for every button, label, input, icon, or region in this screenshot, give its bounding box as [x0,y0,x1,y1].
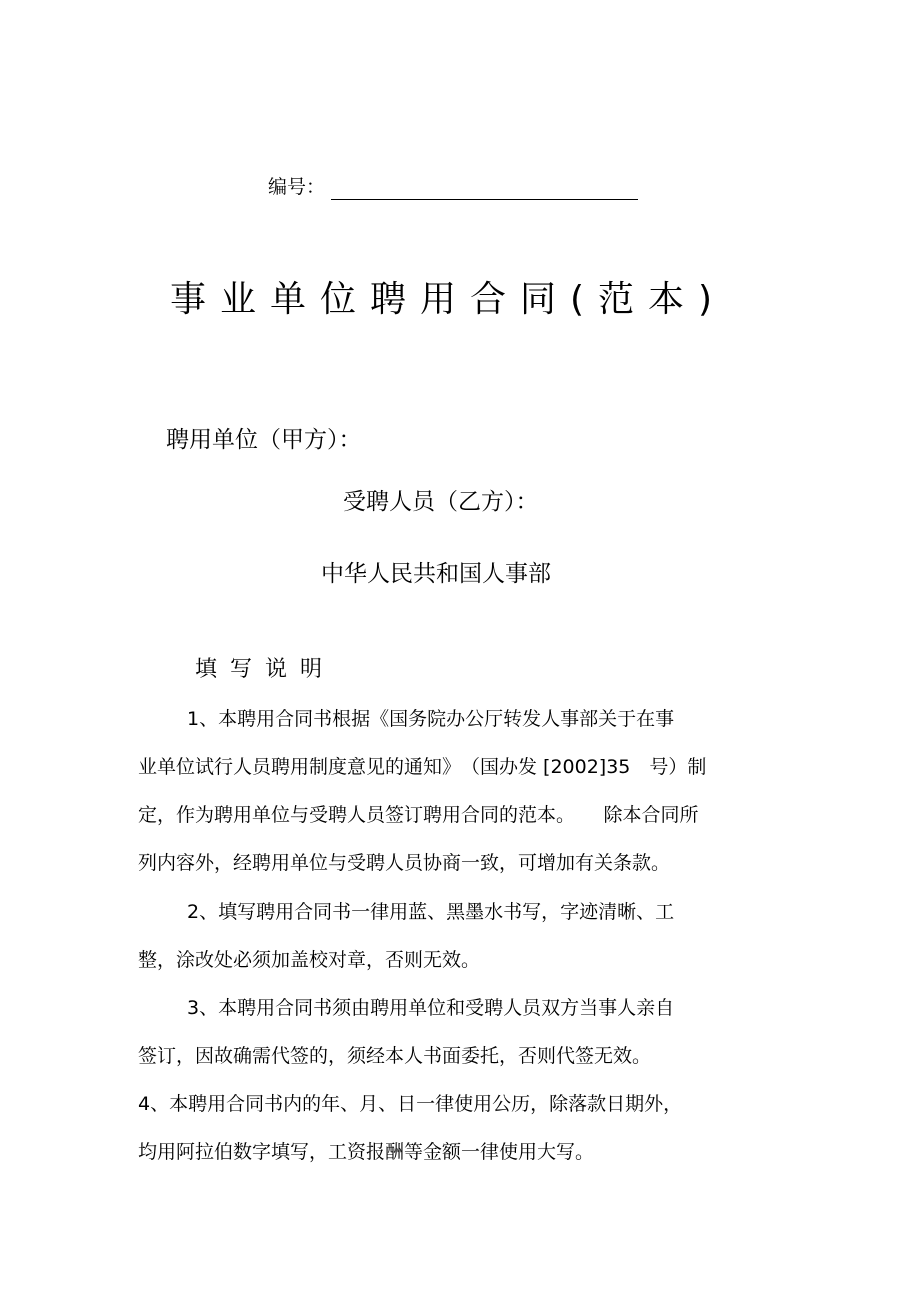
serial-number-row [268,174,638,200]
instruction-line: 列内容外，经聘用单位与受聘人员协商一致，可增加有关条款。 [138,852,671,874]
issuing-authority: 中华人民共和国人事部 [321,561,551,587]
instruction-line: 业单位试行人员聘用制度意见的通知》 （国办发 [2002]35 号）制 [138,756,707,778]
instruction-line: 整，涂改处必须加盖校对章，否则无效。 [138,949,481,971]
instruction-line: 2、填写聘用合同书一律用蓝、黑墨水书写，字迹清晰、工 [187,901,675,923]
employer-party-label: 聘用单位（甲方）： [166,427,362,453]
instruction-line: 4、本聘用合同书内的年、月、日一律使用公历，除落款日期外， [138,1093,683,1115]
document-title: 事业单位聘用合同(范本) [169,279,727,320]
instruction-line: 3、本聘用合同书须由聘用单位和受聘人员双方当事人亲自 [187,997,675,1019]
instruction-line: 签订，因故确需代签的，须经本人书面委托，否则代签无效。 [138,1045,652,1067]
serial-number-label: 编号： [268,176,326,198]
instruction-line: 1、本聘用合同书根据《国务院办公厅转发人事部关于在事 [187,708,675,730]
serial-number-blank [331,177,638,200]
employee-party-label: 受聘人员（乙方）： [343,489,539,515]
instruction-line: 定，作为聘用单位与受聘人员签订聘用合同的范本。 除本合同所 [138,804,699,826]
instruction-line: 均用阿拉伯数字填写，工资报酬等金额一律使用大写。 [138,1141,595,1163]
instructions-heading: 填写说明 [195,657,336,682]
